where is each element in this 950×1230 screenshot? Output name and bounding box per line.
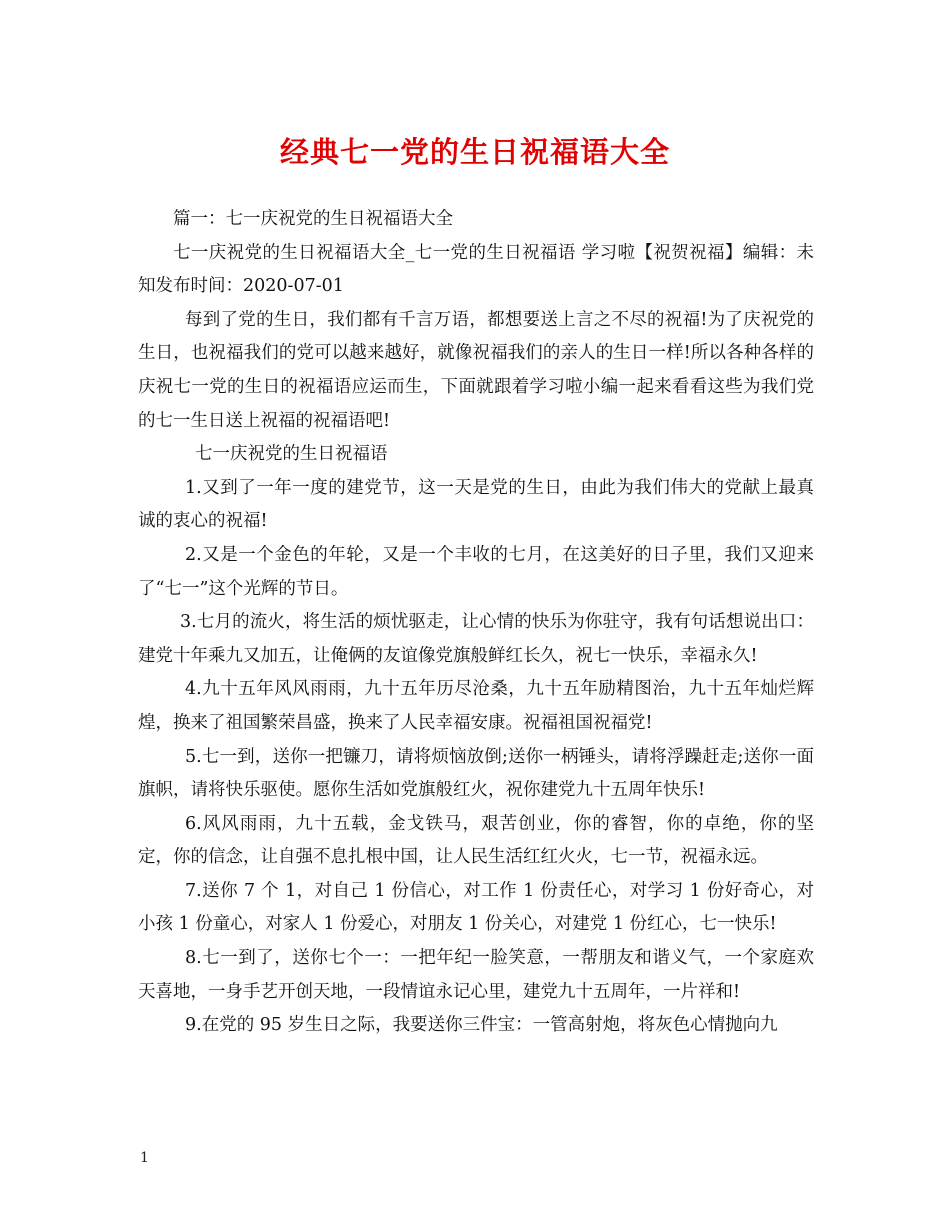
- list-item: 4.九十五年风风雨雨，九十五年历尽沧桑，九十五年励精图治，九十五年灿烂辉煌，换来了祖国繁荣昌盛，换来了人民幸福安康。祝福祖国祝福党!: [138, 679, 814, 733]
- list-item: 6.风风雨雨，九十五载，金戈铁马，艰苦创业，你的睿智，你的卓绝，你的坚定，你的信念，让自强不息扎根中国，让人民生活红红火火，七一节，祝福永远。: [138, 813, 814, 868]
- list-item: 5.七一到，送你一把镰刀，请将烦恼放倒;送你一柄锤头，请将浮躁赶走;送你一面旗帜，请将快乐驱使。愿你生活如党旗般红火，祝你建党九十五周年快乐!: [138, 746, 814, 801]
- list-item: 1.又到了一年一度的建党节，这一天是党的生日，由此为我们伟大的党献上最真诚的衷心的祝福!: [138, 477, 814, 532]
- page-number: 1: [140, 1150, 149, 1166]
- list-item: 7.送你 7 个 1，对自己 1 份信心，对工作 1 份责任心，对学习 1 份好奇心，对小孩 1 份童心，对家人 1 份爱心，对朋友 1 份关心，对建党 1 份红心，七一快乐!: [138, 880, 814, 935]
- list-item: 2.又是一个金色的年轮，又是一个丰收的七月，在这美好的日子里，我们又迎来了“七一”这个光辉的节日。: [138, 544, 814, 599]
- subheading: 七一庆祝党的生日祝福语: [195, 444, 388, 465]
- document-body: [138, 203, 814, 1043]
- list-item: 9.在党的 95 岁生日之际，我要送你三件宝：一管高射炮，将灰色心情抛向九: [185, 1015, 778, 1036]
- list-item: 3.七月的流火，将生活的烦忧驱走，让心情的快乐为你驻守，我有句话想说出口：建党十年乘九又加五，让俺俩的友谊像党旗般鲜红长久，祝七一快乐，幸福永久!: [138, 612, 814, 666]
- list-item: 8.七一到了，送你七个一：一把年纪一脸笑意，一帮朋友和谐义气，一个家庭欢天喜地，一身手艺开创天地，一段情谊永记心里，建党九十五周年，一片祥和!: [138, 948, 814, 1002]
- page-title: 经典七一党的生日祝福语大全: [279, 135, 670, 169]
- intro-paragraph: 每到了党的生日，我们都有千言万语，都想要送上言之不尽的祝福!为了庆祝党的生日，也祝福我们的党可以越来越好，就像祝福我们的亲人的生日一样!所以各种各样的庆祝七一党的生日的祝福语应运而生，下面就跟着学习啦小编一起来看看这些为我们党的七一生日送上祝福的祝福语吧!: [138, 309, 814, 431]
- source-line: 七一庆祝党的生日祝福语大全_七一党的生日祝福语 学习啦【祝贺祝福】编辑：未知发布时间：2020-07-01: [138, 242, 814, 297]
- section-heading: 篇一：七一庆祝党的生日祝福语大全: [173, 209, 453, 229]
